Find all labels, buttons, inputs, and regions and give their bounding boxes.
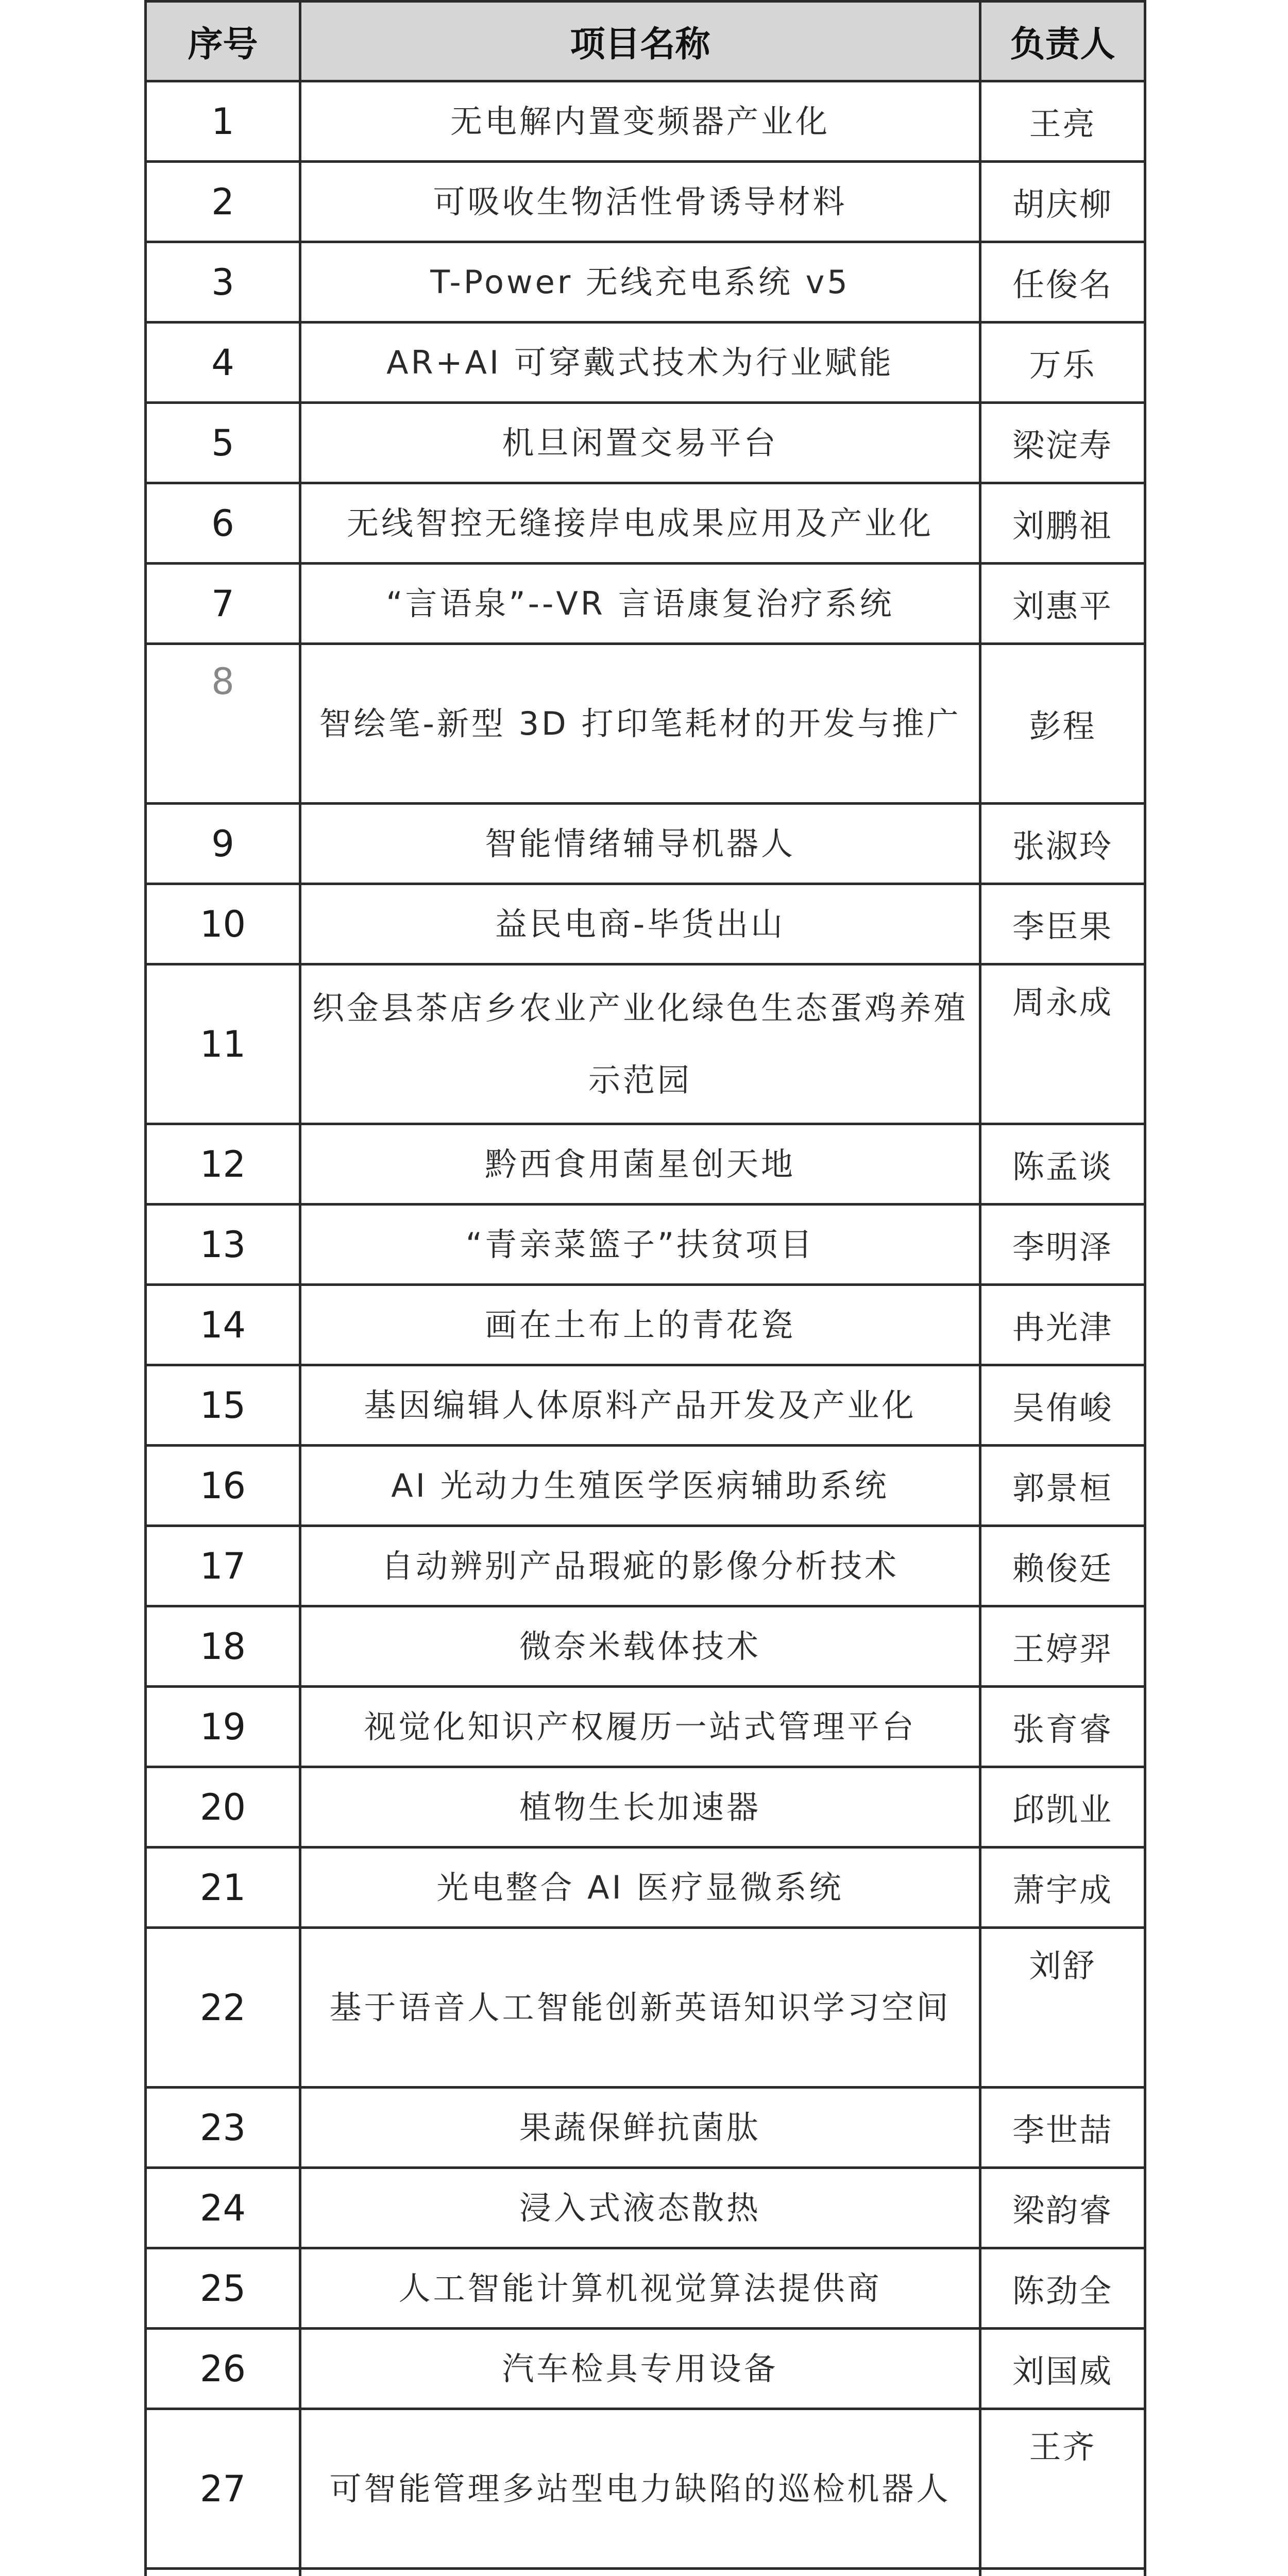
row-number: 20 <box>146 1767 300 1848</box>
row-number: 15 <box>146 1365 300 1446</box>
project-owner: 萧宇成 <box>980 1848 1145 1928</box>
project-owner: 郭景桓 <box>980 1446 1145 1526</box>
project-name: 汽车检具专用设备 <box>300 2329 980 2409</box>
project-owner: 吴侑峻 <box>980 1365 1145 1446</box>
header-no: 序号 <box>146 2 300 81</box>
table-row <box>146 1848 1145 1928</box>
table-row <box>146 804 1145 884</box>
table-row <box>146 1526 1145 1606</box>
project-owner: 梁韵睿 <box>980 2168 1145 2248</box>
project-name: 可吸收生物活性骨诱导材料 <box>300 162 980 242</box>
table-row <box>146 403 1145 483</box>
project-table <box>144 0 1146 2576</box>
project-name: 基于语音人工智能创新英语知识学习空间 <box>300 1928 980 2088</box>
row-number: 1 <box>146 81 300 162</box>
table-row <box>146 1767 1145 1848</box>
project-name: AI 光动力生殖医学医病辅助系统 <box>300 1446 980 1526</box>
row-number: 19 <box>146 1687 300 1767</box>
project-owner: 赖俊廷 <box>980 1526 1145 1606</box>
project-name: “青亲菜篮子”扶贫项目 <box>300 1205 980 1285</box>
project-owner: 邱凯业 <box>980 1767 1145 1848</box>
row-number: 9 <box>146 804 300 884</box>
project-name: 益民电商-毕货出山 <box>300 884 980 964</box>
table-row <box>146 242 1145 323</box>
table-row <box>146 1446 1145 1526</box>
table-row <box>146 81 1145 162</box>
table-row <box>146 2248 1145 2329</box>
project-name: 人工智能计算机视觉算法提供商 <box>300 2248 980 2329</box>
project-owner: 梁淀寿 <box>980 403 1145 483</box>
table-row <box>146 1606 1145 1687</box>
project-owner: 胡庆柳 <box>980 162 1145 242</box>
project-owner: 王亮 <box>980 81 1145 162</box>
table-row <box>146 1205 1145 1285</box>
table-row <box>146 2088 1145 2168</box>
table-row <box>146 323 1145 403</box>
row-number: 12 <box>146 1124 300 1205</box>
header-owner: 负责人 <box>980 2 1145 81</box>
project-name: 光电整合 AI 医疗显微系统 <box>300 1848 980 1928</box>
header-row <box>146 2 1145 81</box>
project-name: 智能情绪辅导机器人 <box>300 804 980 884</box>
table-row <box>146 483 1145 564</box>
table-row <box>146 2329 1145 2409</box>
project-owner: 张育睿 <box>980 1687 1145 1767</box>
row-number: 2 <box>146 162 300 242</box>
row-number: 5 <box>146 403 300 483</box>
project-owner: 刘国威 <box>980 2329 1145 2409</box>
project-owner: 刘惠平 <box>980 564 1145 644</box>
project-name: 无线智控无缝接岸电成果应用及产业化 <box>300 483 980 564</box>
table-row <box>146 2409 1145 2569</box>
project-name: 视觉化知识产权履历一站式管理平台 <box>300 1687 980 1767</box>
row-number: 4 <box>146 323 300 403</box>
table-row <box>146 564 1145 644</box>
table-row <box>146 1928 1145 2088</box>
project-owner: 陈孟谈 <box>980 1124 1145 1205</box>
table-row <box>146 1687 1145 1767</box>
project-name: “言语泉”--VR 言语康复治疗系统 <box>300 564 980 644</box>
project-name: AR+AI 可穿戴式技术为行业赋能 <box>300 323 980 403</box>
project-owner: 王齐 <box>980 2409 1145 2569</box>
project-owner: 李世喆 <box>980 2088 1145 2168</box>
table-row <box>146 884 1145 964</box>
row-number: 6 <box>146 483 300 564</box>
row-number <box>146 2569 300 2576</box>
row-number: 25 <box>146 2248 300 2329</box>
row-number: 24 <box>146 2168 300 2248</box>
row-number: 26 <box>146 2329 300 2409</box>
table-row <box>146 644 1145 804</box>
row-number: 8 <box>146 644 300 804</box>
project-owner: 李明泽 <box>980 1205 1145 1285</box>
project-owner: 张淑玲 <box>980 804 1145 884</box>
project-owner: 任俊名 <box>980 242 1145 323</box>
table-body <box>146 81 1145 2576</box>
project-name: 机旦闲置交易平台 <box>300 403 980 483</box>
row-number: 23 <box>146 2088 300 2168</box>
project-name: 自动辨别产品瑕疵的影像分析技术 <box>300 1526 980 1606</box>
row-number: 14 <box>146 1285 300 1365</box>
project-name <box>300 2569 980 2576</box>
project-name: 画在土布上的青花瓷 <box>300 1285 980 1365</box>
project-owner: 万乐 <box>980 323 1145 403</box>
project-owner: 李臣果 <box>980 884 1145 964</box>
row-number: 21 <box>146 1848 300 1928</box>
project-name: 植物生长加速器 <box>300 1767 980 1848</box>
row-number: 16 <box>146 1446 300 1526</box>
table-row <box>146 162 1145 242</box>
project-table-container <box>144 0 1144 2576</box>
row-number: 10 <box>146 884 300 964</box>
row-number: 7 <box>146 564 300 644</box>
table-row <box>146 1365 1145 1446</box>
row-number: 11 <box>146 964 300 1124</box>
project-name: 织金县茶店乡农业产业化绿色生态蛋鸡养殖示范园 <box>300 964 980 1124</box>
table-header <box>146 2 1145 81</box>
row-number: 27 <box>146 2409 300 2569</box>
project-name: 无电解内置变频器产业化 <box>300 81 980 162</box>
row-number: 13 <box>146 1205 300 1285</box>
project-owner: 刘舒 <box>980 1928 1145 2088</box>
project-owner: 彭程 <box>980 644 1145 804</box>
project-name: 基因编辑人体原料产品开发及产业化 <box>300 1365 980 1446</box>
row-number: 18 <box>146 1606 300 1687</box>
row-number: 22 <box>146 1928 300 2088</box>
project-name: 微奈米载体技术 <box>300 1606 980 1687</box>
row-number: 17 <box>146 1526 300 1606</box>
project-name: 浸入式液态散热 <box>300 2168 980 2248</box>
project-name: 智绘笔-新型 3D 打印笔耗材的开发与推广 <box>300 644 980 804</box>
project-name: 黔西食用菌星创天地 <box>300 1124 980 1205</box>
project-name: 果蔬保鲜抗菌肽 <box>300 2088 980 2168</box>
table-row <box>146 964 1145 1124</box>
project-owner: 周永成 <box>980 964 1145 1124</box>
project-owner: 陈劲全 <box>980 2248 1145 2329</box>
table-row <box>146 2168 1145 2248</box>
table-row <box>146 1124 1145 1205</box>
table-row <box>146 1285 1145 1365</box>
row-number: 3 <box>146 242 300 323</box>
project-name: T-Power 无线充电系统 v5 <box>300 242 980 323</box>
project-name: 可智能管理多站型电力缺陷的巡检机器人 <box>300 2409 980 2569</box>
project-owner: 刘鹏祖 <box>980 483 1145 564</box>
project-owner <box>980 2569 1145 2576</box>
project-owner: 王婷羿 <box>980 1606 1145 1687</box>
table-row <box>146 2569 1145 2576</box>
project-owner: 冉光津 <box>980 1285 1145 1365</box>
header-name: 项目名称 <box>300 2 980 81</box>
